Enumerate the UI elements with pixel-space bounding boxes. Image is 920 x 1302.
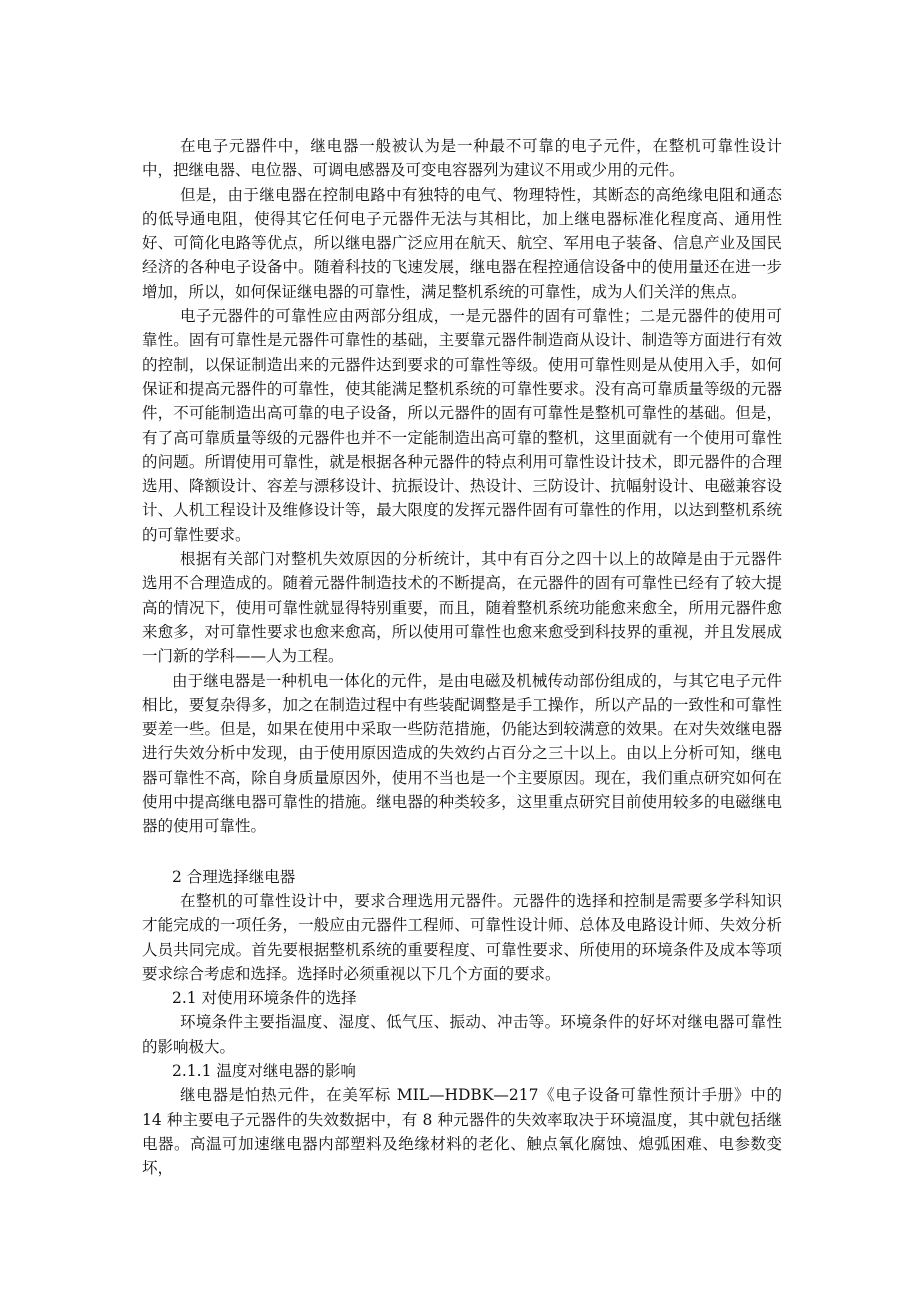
- section-heading-2-1-1: 2.1.1 温度对继电器的影响: [172, 1061, 356, 1080]
- paragraph-temperature: 继电器是怕热元件，在美军标 MIL—HDBK—217《电子设备可靠性预计手册》中的 14 种主要电子元器件的失效数据中，有 8 种元器件的失效率取决于环境温度，其中就包括继电器。高温可加速继电器内部塑料及绝缘材料的老化、触点氧化腐蚀、熄弧困难、电参数变坏，: [142, 1086, 782, 1178]
- document-body: [142, 134, 782, 1180]
- paragraph-intro: 在电子元器件中，继电器一般被认为是一种最不可靠的电子元件，在整机可靠性设计中，把继电器、电位器、可调电感器及可变电容器列为建议不用或少用的元件。: [142, 137, 782, 180]
- paragraph-reliability-components: 电子元器件的可靠性应由两部分组成，一是元器件的固有可靠性；二是元器件的使用可靠性。固有可靠性是元器件可靠性的基础，主要靠元器件制造商从设计、制造等方面进行有效的控制，以保证制造出来的元器件达到要求的可靠性等级。使用可靠性则是从使用入手，如何保证和提高元器件的可靠性，使其能满足整机系统的可靠性要求。没有高可靠质量等级的元器件，不可能制造出高可靠的电子设备，所以元器件的固有可靠性是整机可靠性的基础。但是，有了高可靠质量等级的元器件也并不一定能制造出高可靠的整机，这里面就有一个使用可靠性的问题。所谓使用可靠性，就是根据各种元器件的特点利用可靠性设计技术，即元器件的合理选用、降额设计、容差与漂移设计、抗振设计、热设计、三防设计、抗幅射设计、电磁兼容设计、人机工程设计及维修设计等，最大限度的发挥元器件固有可靠性的作用，以达到整机系统的可靠性要求。: [142, 307, 782, 544]
- section-heading-2: 2 合理选择继电器: [172, 867, 296, 886]
- paragraph-environment: 环境条件主要指温度、湿度、低气压、振动、冲击等。环境条件的好坏对继电器可靠性的影响极大。: [142, 1013, 782, 1056]
- section-spacer: [142, 839, 782, 865]
- paragraph-relay-electromechanical: 由于继电器是一种机电一体化的元件，是由电磁及机械传动部份组成的，与其它电子元件相比，要复杂得多，加之在制造过程中有些装配调整是手工操作，所以产品的一致性和可靠性要差一些。但是，如果在使用中采取一些防范措施，仍能达到较满意的效果。在对失效继电器进行失效分析中发现，由于使用原因造成的失效约占百分之三十以上。由以上分析可知，继电器可靠性不高，除自身质量原因外，使用不当也是一个主要原因。现在，我们重点研究如何在使用中提高继电器可靠性的措施。继电器的种类较多，这里重点研究目前使用较多的电磁继电器的使用可靠性。: [142, 671, 782, 836]
- section-heading-2-1: 2.1 对使用环境条件的选择: [172, 989, 357, 1008]
- paragraph-failure-statistics: 根据有关部门对整机失效原因的分析统计，其中有百分之四十以上的故障是由于元器件选用不合理造成的。随着元器件制造技术的不断提高，在元器件的固有可靠性已经有了较大提高的情况下，使用可靠性就显得特别重要，而且，随着整机系统功能愈来愈全，所用元器件愈来愈多，对可靠性要求也愈来愈高，所以使用可靠性也愈来愈受到科技界的重视，并且发展成一门新的学科——人为工程。: [142, 550, 782, 666]
- paragraph-relay-advantages: 但是，由于继电器在控制电路中有独特的电气、物理特性，其断态的高绝缘电阻和通态的低导通电阻，使得其它任何电子元器件无法与其相比，加上继电器标准化程度高、通用性好、可简化电路等优点，所以继电器广泛应用在航天、航空、军用电子装备、信息产业及国民经济的各种电子设备中。随着科技的飞速发展，继电器在程控通信设备中的使用量还在进一步增加，所以，如何保证继电器的可靠性，满足整机系统的可靠性，成为人们关洋的焦点。: [142, 185, 782, 301]
- paragraph-selection: 在整机的可靠性设计中，要求合理选用元器件。元器件的选择和控制是需要多学科知识才能完成的一项任务，一般应由元器件工程师、可靠性设计师、总体及电路设计师、失效分析人员共同完成。首先要根据整机系统的重要程度、可靠性要求、所使用的环境条件及成本等项要求综合考虑和选择。选择时必须重视以下几个方面的要求。: [142, 891, 782, 983]
